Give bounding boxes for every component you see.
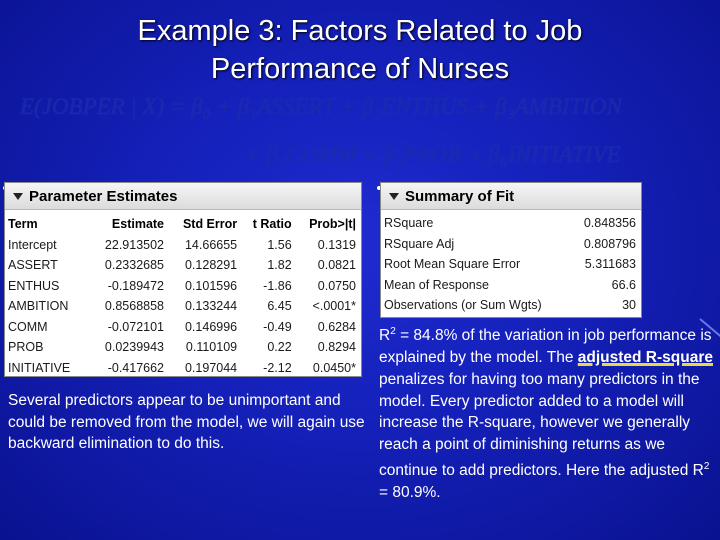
table-cell: Observations (or Sum Wgts): [384, 298, 542, 313]
table-cell: <.0001*: [312, 299, 356, 314]
table-cell: 0.146996: [184, 319, 238, 334]
table-cell: RSquare: [384, 216, 434, 231]
summary-of-fit-table: [381, 213, 639, 316]
column-header[interactable]: t Ratio: [252, 217, 292, 232]
table-cell: PROB: [8, 340, 44, 355]
table-row: [5, 317, 359, 338]
table-cell: -2.12: [263, 360, 292, 375]
table-cell: 6.45: [267, 299, 292, 314]
table-cell: ENTHUS: [8, 278, 60, 293]
table-row: [5, 337, 359, 358]
table-cell: 0.197044: [184, 360, 238, 375]
table-row: [5, 296, 359, 317]
table-cell: 1.56: [267, 237, 292, 252]
table-cell: 0.0239943: [104, 340, 165, 355]
table-cell: 0.101596: [184, 278, 238, 293]
table-cell: 0.8568858: [104, 299, 165, 314]
table-cell: AMBITION: [8, 299, 69, 314]
table-row: [5, 235, 359, 256]
parameter-estimates-title: Parameter Estimates: [29, 187, 178, 205]
slide-title: [0, 12, 720, 88]
table-cell: 14.66655: [184, 237, 238, 252]
table-cell: 0.1319: [317, 237, 356, 252]
superscript: 2: [703, 460, 710, 472]
summary-of-fit-panel: [380, 182, 642, 318]
summary-of-fit-title: Summary of Fit: [405, 187, 515, 205]
highlighted-term: adjusted R-square: [577, 348, 713, 366]
table-row: [381, 213, 639, 234]
column-header[interactable]: Term: [8, 217, 38, 232]
parameter-estimates-panel: [4, 182, 362, 377]
text-segment: = 80.9%.: [379, 483, 441, 501]
table-cell: -0.189472: [107, 278, 165, 293]
table-cell: -0.417662: [107, 360, 165, 375]
model-formula-line2: + β₄COMM + β₅PROB + β₆INITIATIVE: [245, 142, 621, 167]
left-explanation-text: Several predictors appear to be unimportant and could be removed from the model, we will again use backward elimination to do this.: [8, 392, 365, 452]
table-cell: 1.82: [267, 258, 292, 273]
table-row: [5, 276, 359, 297]
table-row: [5, 255, 359, 276]
table-cell: 5.311683: [584, 257, 636, 272]
column-header[interactable]: Std Error: [182, 217, 238, 232]
table-cell: Intercept: [8, 237, 57, 252]
table-cell: ASSERT: [8, 258, 58, 273]
table-cell: -1.86: [263, 278, 292, 293]
table-row: [381, 234, 639, 255]
table-cell: 0.0450*: [312, 360, 356, 375]
table-cell: -0.49: [263, 319, 292, 334]
rsquare-symbol: R: [379, 327, 391, 345]
table-cell: 0.6284: [317, 319, 356, 334]
table-cell: COMM: [8, 319, 48, 334]
table-cell: 0.110109: [185, 340, 238, 355]
table-cell: 0.0750: [317, 278, 356, 293]
model-formula-line1: E(JOBPER | X) = β₀ + β₁ASSERT + β₂ENTHUS + β₃AMBITION: [20, 94, 622, 119]
table-cell: RSquare Adj: [384, 236, 455, 251]
table-row: [381, 295, 639, 316]
table-cell: 0.8294: [317, 340, 356, 355]
table-cell: 0.0821: [317, 258, 356, 273]
table-cell: 66.6: [611, 277, 636, 292]
table-cell: 22.913502: [104, 237, 165, 252]
table-cell: 0.808796: [583, 236, 636, 251]
table-cell: Root Mean Square Error: [384, 257, 521, 272]
right-explanation-text: [379, 321, 714, 504]
table-row: [381, 275, 639, 296]
table-cell: Mean of Response: [384, 277, 489, 292]
text-segment: penalizes for having too many predictors in the model. Every predictor added to a model will increase the R-square, however we generally reach a point of diminishing returns as we continue to add predictors. Here the adjusted R: [379, 370, 704, 480]
table-cell: 0.2332685: [104, 258, 165, 273]
table-cell: 0.128291: [184, 258, 238, 273]
table-cell: 30: [622, 298, 636, 313]
table-cell: 0.133244: [184, 299, 238, 314]
column-header[interactable]: Estimate: [111, 217, 165, 232]
column-header[interactable]: Prob>|t|: [309, 217, 356, 232]
table-cell: -0.072101: [107, 319, 165, 334]
parameter-estimates-header[interactable]: [5, 183, 361, 210]
disclosure-triangle-icon[interactable]: [13, 193, 23, 200]
table-cell: 0.22: [267, 340, 292, 355]
summary-of-fit-header[interactable]: [381, 183, 641, 210]
slide-title-line2: Performance of Nurses: [210, 53, 510, 85]
parameter-estimates-table: [5, 214, 359, 378]
superscript: 2: [390, 326, 396, 337]
text-segment: = 84.8% of the variation in job performance is explained by the model. The: [379, 327, 712, 366]
table-cell: INITIATIVE: [8, 360, 71, 375]
table-row: [381, 254, 639, 275]
table-cell: 0.848356: [583, 216, 636, 231]
table-row: [5, 358, 359, 379]
disclosure-triangle-icon[interactable]: [389, 193, 399, 200]
slide-title-line1: Example 3: Factors Related to Job: [137, 15, 583, 47]
